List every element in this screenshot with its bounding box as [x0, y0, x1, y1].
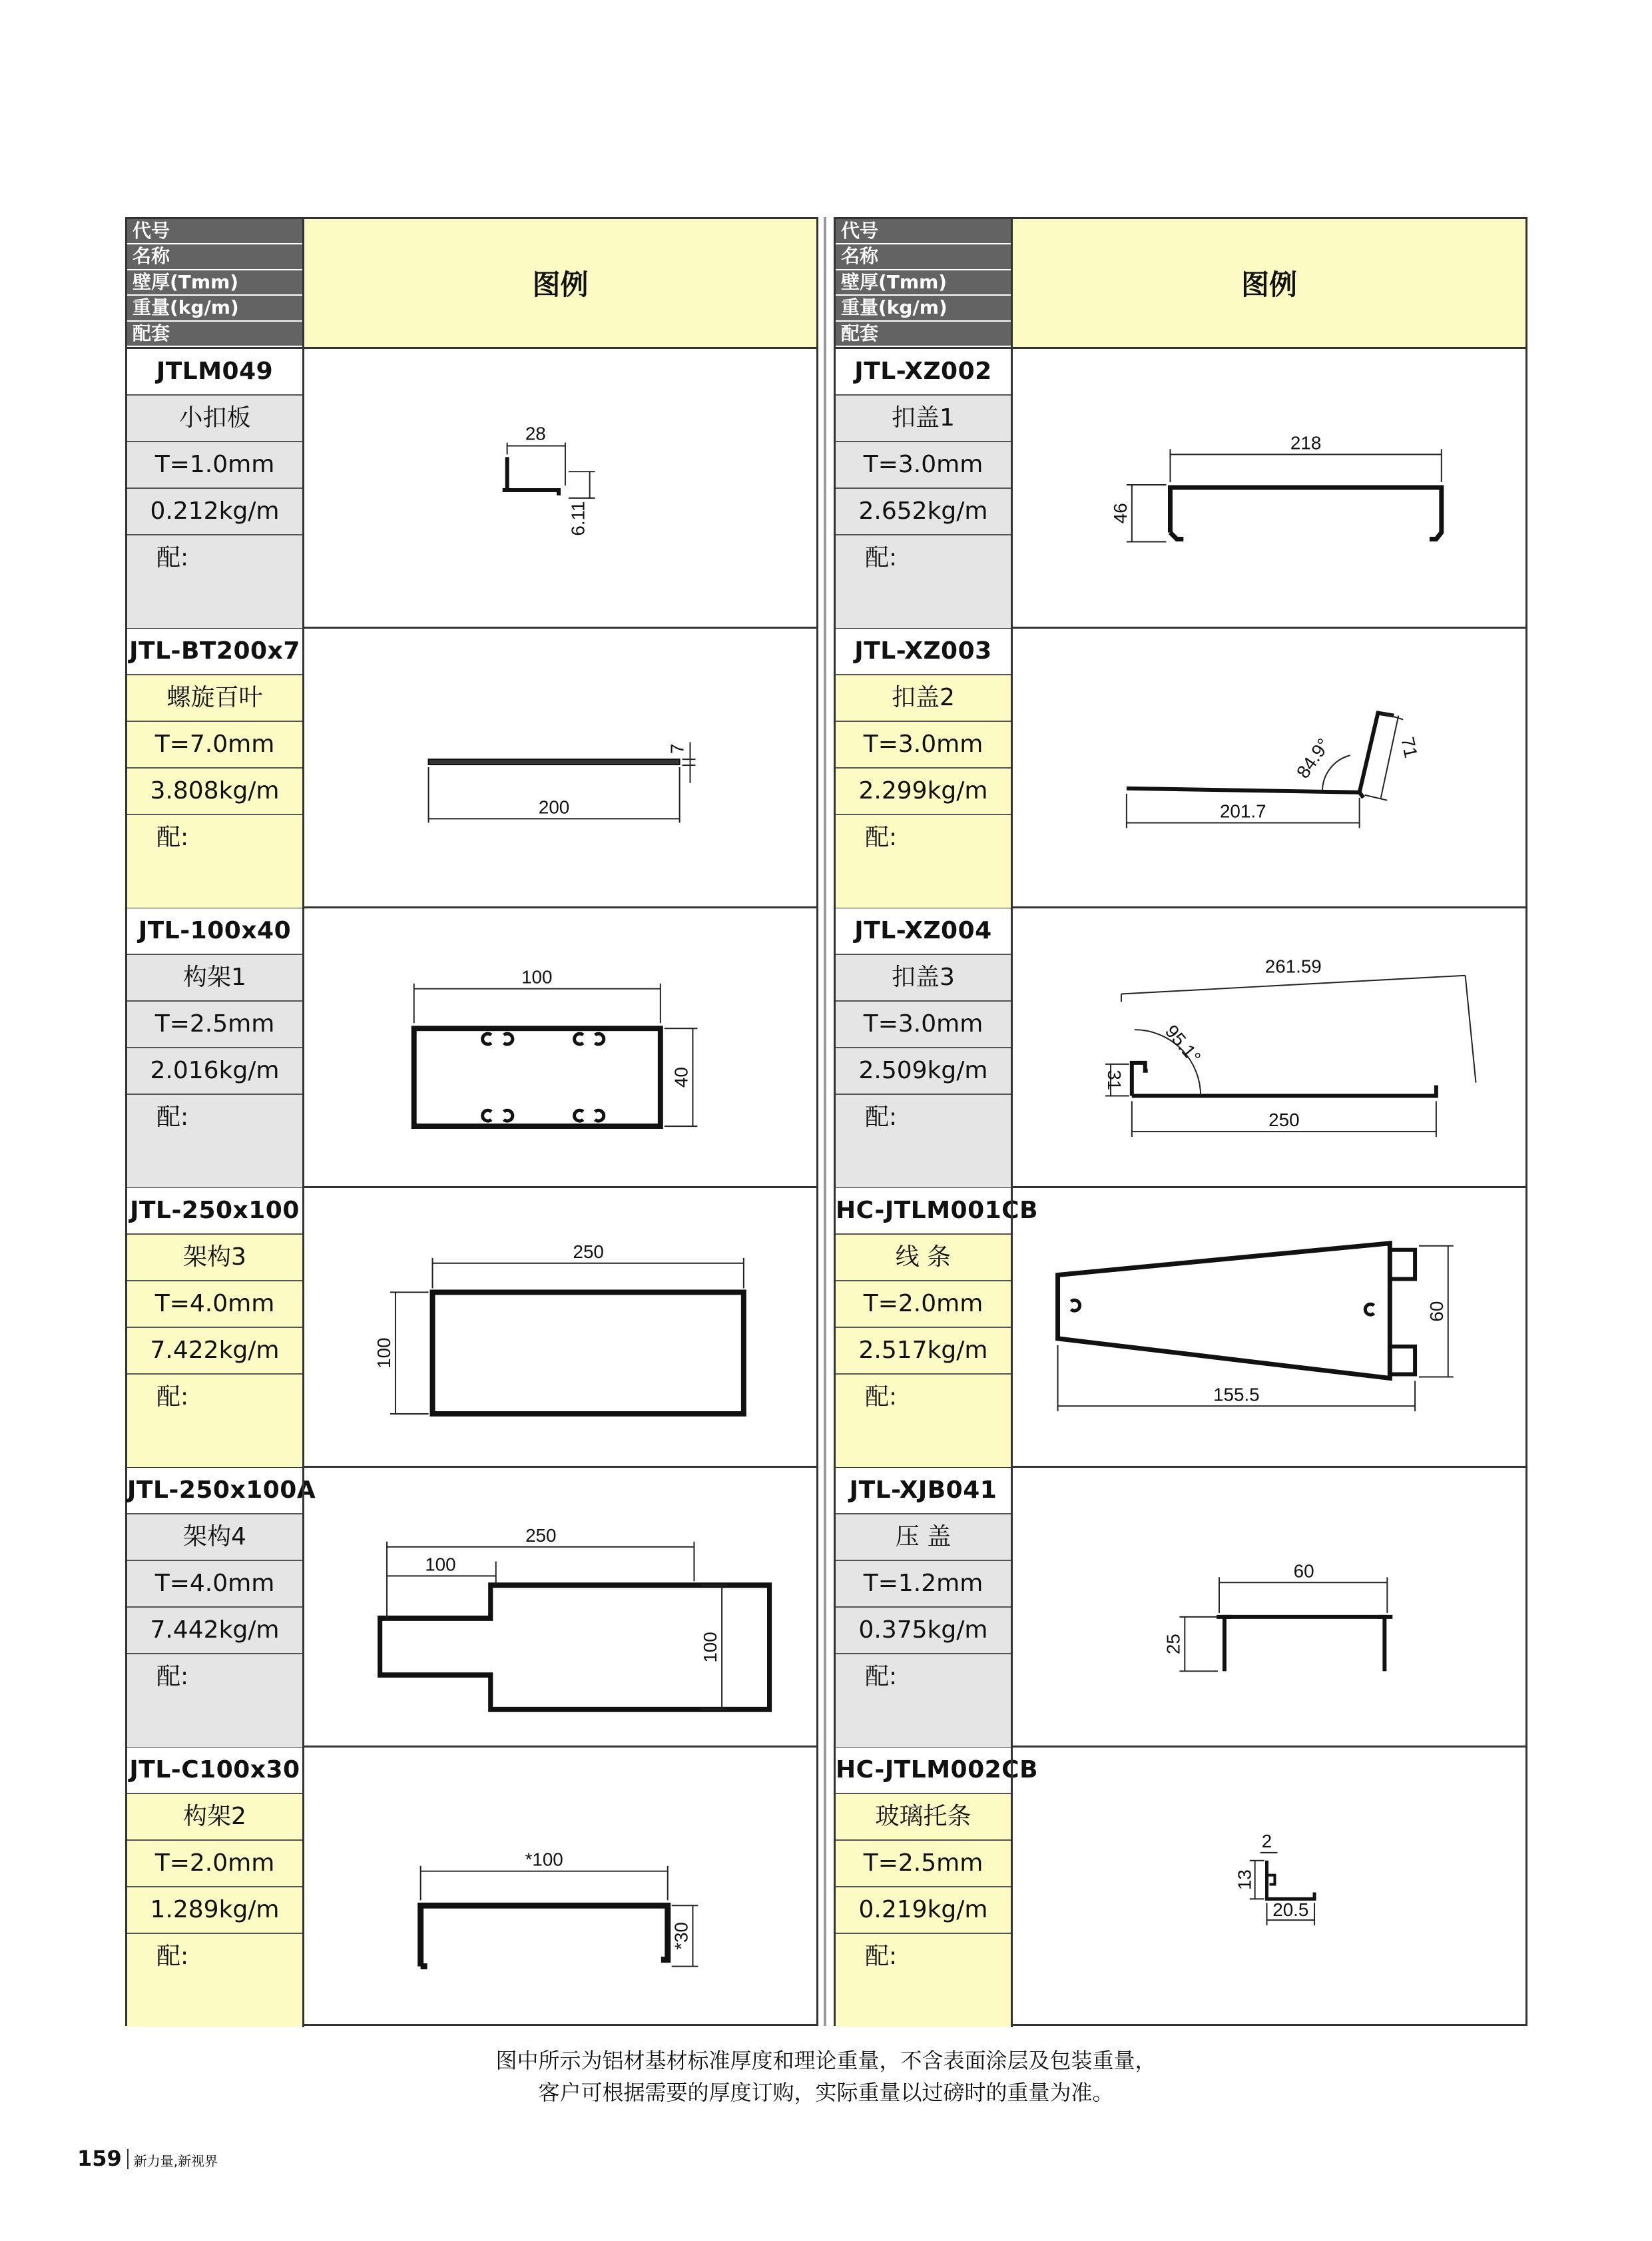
dim-label: 13: [1234, 1869, 1255, 1891]
product-row: [127, 908, 816, 1188]
product-thickness: T=4.0mm: [127, 1281, 302, 1328]
product-row: [836, 908, 1525, 1188]
header-legend: 图例: [302, 219, 816, 347]
product-weight: 3.808kg/m: [127, 769, 302, 815]
product-row: [127, 1468, 816, 1748]
product-row: [836, 629, 1525, 908]
product-name: 架构3: [127, 1235, 302, 1281]
product-weight: 2.652kg/m: [836, 489, 1011, 535]
product-weight: 2.509kg/m: [836, 1048, 1011, 1095]
product-row: [836, 1748, 1525, 2027]
product-row: [127, 629, 816, 908]
dim-label: 250: [525, 1524, 557, 1546]
product-name: 扣盖2: [836, 675, 1011, 722]
product-pei: 配:: [127, 1095, 302, 1187]
product-thickness: T=3.0mm: [836, 1002, 1011, 1048]
dim-label: 71: [1397, 735, 1422, 760]
profile-drawing: [1011, 1188, 1525, 1466]
column-separator: [818, 217, 834, 2026]
product-pei: 配:: [127, 1934, 302, 2027]
product-pei: 配:: [127, 1375, 302, 1467]
product-weight: 0.212kg/m: [127, 489, 302, 535]
dim-label: 20.5: [1272, 1899, 1309, 1921]
product-pei: 配:: [836, 1654, 1011, 1747]
profile-drawing: [302, 908, 816, 1186]
dim-label: 261.59: [1264, 956, 1322, 977]
product-weight: 1.289kg/m: [127, 1887, 302, 1934]
product-thickness: T=2.5mm: [836, 1841, 1011, 1887]
dim-label: 31: [1104, 1070, 1125, 1091]
product-name: 扣盖1: [836, 396, 1011, 442]
product-row: [836, 1468, 1525, 1748]
product-thickness: T=1.0mm: [127, 442, 302, 489]
dim-label: 2: [1261, 1830, 1272, 1851]
product-code: JTL-C100x30: [127, 1748, 302, 1794]
dim-label: 6.11: [567, 501, 589, 536]
product-weight: 0.219kg/m: [836, 1887, 1011, 1934]
right-spec-table: [834, 217, 1527, 2026]
profile-drawing: [1011, 1748, 1525, 2027]
product-code: JTL-BT200x7: [127, 629, 302, 675]
product-pei: 配:: [836, 1934, 1011, 2027]
product-row: [836, 349, 1525, 629]
dim-label: *100: [525, 1849, 563, 1870]
product-thickness: T=4.0mm: [127, 1561, 302, 1608]
dim-label: 201.7: [1219, 800, 1266, 822]
profile-drawing: [302, 1188, 816, 1466]
product-code: JTL-100x40: [127, 908, 302, 955]
header-label-weight: 重量(kg/m): [836, 296, 1011, 321]
dim-label: 25: [1163, 1634, 1184, 1655]
product-weight: 7.442kg/m: [127, 1608, 302, 1654]
header-labels: [127, 219, 302, 347]
product-name: 线 条: [836, 1235, 1011, 1281]
header-label-pei: 配套: [836, 322, 1011, 347]
header-legend: 图例: [1011, 219, 1525, 347]
header-label-code: 代号: [836, 219, 1011, 244]
profile-drawing: [302, 1748, 816, 2027]
dim-label: 155.5: [1213, 1384, 1260, 1405]
product-row: [127, 349, 816, 629]
profile-drawing: [302, 349, 816, 627]
header-label-thickness: 壁厚(Tmm): [127, 270, 302, 296]
product-thickness: T=3.0mm: [836, 442, 1011, 489]
profile-drawing: [1011, 349, 1525, 627]
product-name: 压 盖: [836, 1514, 1011, 1561]
dim-label: 28: [525, 423, 546, 444]
header-labels: [836, 219, 1011, 347]
product-thickness: T=2.5mm: [127, 1002, 302, 1048]
product-row: [127, 1748, 816, 2027]
profile-drawing: [302, 1468, 816, 1746]
profile-drawing: [1011, 1468, 1525, 1746]
product-code: JTL-XZ002: [836, 349, 1011, 396]
header-label-name: 名称: [836, 244, 1011, 270]
product-weight: 7.422kg/m: [127, 1328, 302, 1375]
dim-label: 200: [538, 797, 570, 818]
dim-label: 95.1°: [1161, 1020, 1205, 1068]
product-name: 构架2: [127, 1794, 302, 1841]
dim-label: 250: [573, 1241, 604, 1262]
dim-label: 46: [1109, 503, 1131, 524]
product-thickness: T=3.0mm: [836, 722, 1011, 769]
dim-label: 7: [667, 743, 688, 754]
dim-label: 218: [1290, 432, 1322, 454]
product-pei: 配:: [836, 1095, 1011, 1187]
product-code: HC-JTLM001CB: [836, 1188, 1011, 1235]
product-name: 架构4: [127, 1514, 302, 1561]
product-row: [836, 1188, 1525, 1468]
product-thickness: T=1.2mm: [836, 1561, 1011, 1608]
dim-label: 100: [373, 1337, 394, 1369]
product-pei: 配:: [836, 535, 1011, 628]
page-footer: [77, 2146, 218, 2171]
profile-drawing: [1011, 629, 1525, 906]
product-thickness: T=2.0mm: [127, 1841, 302, 1887]
product-code: HC-JTLM002CB: [836, 1748, 1011, 1794]
product-pei: 配:: [836, 1375, 1011, 1467]
dim-label: 100: [521, 966, 553, 988]
footer-slogan: 新力量,新视界: [133, 2153, 218, 2169]
profile-drawing: [1011, 908, 1525, 1186]
page-number: 159: [77, 2146, 122, 2171]
product-pei: 配:: [127, 1654, 302, 1747]
product-weight: 2.016kg/m: [127, 1048, 302, 1095]
dim-label: 40: [671, 1067, 692, 1088]
header-label-pei: 配套: [127, 322, 302, 347]
product-code: JTL-250x100A: [127, 1468, 302, 1514]
left-spec-table: [125, 217, 818, 2026]
product-code: JTL-XZ003: [836, 629, 1011, 675]
product-name: 构架1: [127, 955, 302, 1002]
product-thickness: T=2.0mm: [836, 1281, 1011, 1328]
product-code: JTL-250x100: [127, 1188, 302, 1235]
product-code: JTLM049: [127, 349, 302, 396]
header-label-code: 代号: [127, 219, 302, 244]
dim-label: *30: [671, 1922, 692, 1950]
product-thickness: T=7.0mm: [127, 722, 302, 769]
header-label-name: 名称: [127, 244, 302, 270]
product-weight: 0.375kg/m: [836, 1608, 1011, 1654]
product-code: JTL-XZ004: [836, 908, 1011, 955]
footnote-line-2: 客户可根据需要的厚度订购，实际重量以过磅时的重量为准。: [538, 2080, 1114, 2105]
dim-label: 250: [1268, 1110, 1300, 1131]
profile-drawing: [302, 629, 816, 906]
dim-label: 84.9°: [1292, 735, 1334, 783]
product-weight: 2.517kg/m: [836, 1328, 1011, 1375]
product-weight: 2.299kg/m: [836, 769, 1011, 815]
product-pei: 配:: [127, 535, 302, 628]
dim-label: 60: [1293, 1560, 1314, 1582]
product-name: 扣盖3: [836, 955, 1011, 1002]
product-name: 螺旋百叶: [127, 675, 302, 722]
footnote-line-1: 图中所示为铝材基材标准厚度和理论重量，不含表面涂层及包装重量，: [495, 2048, 1157, 2073]
product-pei: 配:: [127, 815, 302, 908]
dim-label: 100: [700, 1632, 721, 1663]
product-name: 玻璃托条: [836, 1794, 1011, 1841]
header-label-thickness: 壁厚(Tmm): [836, 270, 1011, 296]
product-name: 小扣板: [127, 396, 302, 442]
dim-label: 60: [1426, 1301, 1447, 1322]
header-label-weight: 重量(kg/m): [127, 296, 302, 321]
footnote: [0, 2045, 1652, 2108]
product-row: [127, 1188, 816, 1468]
product-code: JTL-XJB041: [836, 1468, 1011, 1514]
dim-label: 100: [425, 1554, 456, 1575]
product-pei: 配:: [836, 815, 1011, 908]
